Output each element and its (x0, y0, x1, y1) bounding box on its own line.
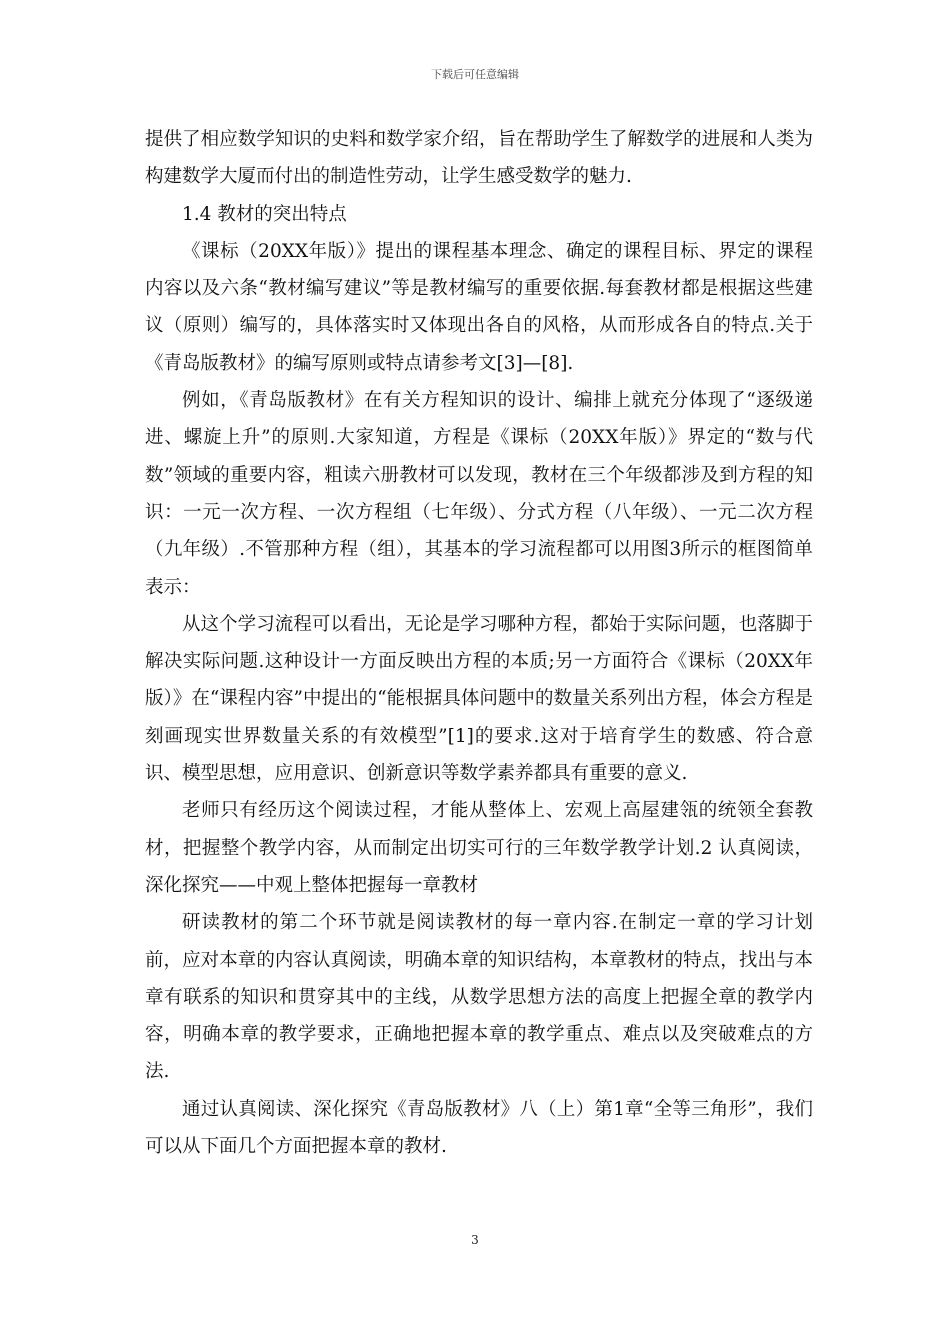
page-number: 3 (471, 1233, 479, 1247)
paragraph: 例如，《青岛版教材》在有关方程知识的设计、编排上就充分体现了“逐级递进、螺旋上升”的原则.大家知道，方程是《课标（20XX年版）》界定的“数与代数”领域的重要内容，粗读六册教材可以发现，教材在三个年级都涉及到方程的知识：一元一次方程、一次方程组（七年级）、分式方程（八年级）、一元二次方程（九年级）.不管那种方程（组），其基本的学习流程都可以用图3所示的框图简单表示： (145, 390, 813, 598)
page-header: 下载后可任意编辑 (431, 68, 519, 81)
body-text (145, 121, 813, 1165)
section-heading: 1.4 教材的突出特点 (182, 203, 347, 225)
paragraph: 老师只有经历这个阅读过程，才能从整体上、宏观上高屋建瓴的统领全套教材，把握整个教学内容，从而制定出切实可行的三年数学教学计划.2 认真阅读，深化探究——中观上整体把握每一章教材 (145, 800, 813, 896)
paragraph: 《课标（20XX年版）》提出的课程基本理念、确定的课程目标、界定的课程内容以及六条“教材编写建议”等是教材编写的重要依据.每套教材都是根据这些建议（原则）编写的，具体落实时又体现出各自的风格，从而形成各自的特点.关于《青岛版教材》的编写原则或特点请参考文[3]—[8]. (145, 240, 813, 374)
paragraph: 研读教材的第二个环节就是阅读教材的每一章内容.在制定一章的学习计划前，应对本章的内容认真阅读，明确本章的知识结构，本章教材的特点，找出与本章有联系的知识和贯穿其中的主线，从数学思想方法的高度上把握全章的教学内容，明确本章的教学要求，正确地把握本章的教学重点、难点以及突破难点的方法. (145, 912, 813, 1083)
paragraph: 从这个学习流程可以看出，无论是学习哪种方程，都始于实际问题，也落脚于解决实际问题.这种设计一方面反映出方程的本质;另一方面符合《课标（20XX年版）》在“课程内容”中提出的“能根据具体问题中的数量关系列出方程，体会方程是刻画现实世界数量关系的有效模型”[1]的要求.这对于培育学生的数感、符合意识、模型思想，应用意识、创新意识等数学素养都具有重要的意义. (145, 613, 813, 785)
paragraph: 提供了相应数学知识的史料和数学家介绍，旨在帮助学生了解数学的进展和人类为构建数学大厦而付出的制造性劳动，让学生感受数学的魅力. (145, 129, 813, 188)
paragraph: 通过认真阅读、深化探究《青岛版教材》八（上）第1章“全等三角形”，我们可以从下面几个方面把握本章的教材. (145, 1098, 813, 1158)
